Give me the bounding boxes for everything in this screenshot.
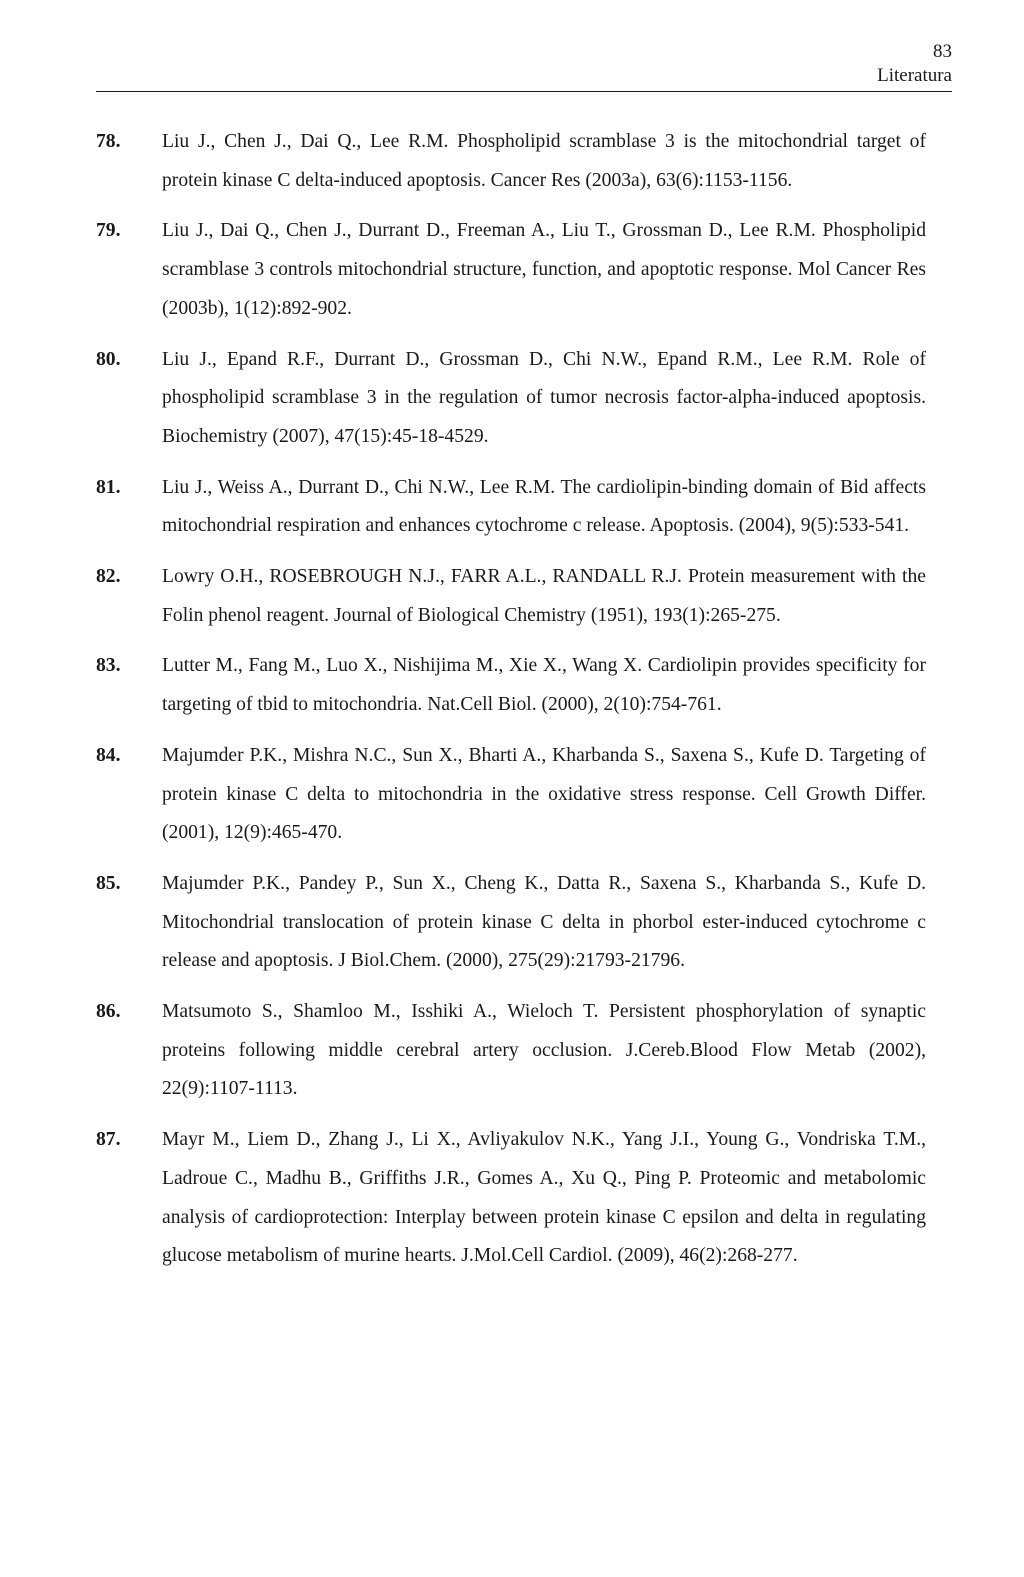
reference-text: Mayr M., Liem D., Zhang J., Li X., Avliyakulov N.K., Yang J.I., Young G., Vondriska T.M., Ladroue C., Madhu B., Griffiths J.R., Gomes A., Xu Q., Ping P. Proteomic and metabolomic analysis of cardioprotection: Interplay between protein kinase C epsilon and delta in regulating glucose metabolism of murine hearts. J.Mol.Cell Cardiol. (2009), 46(2):268-277. — [162, 1129, 926, 1267]
reference-item-78 — [96, 123, 926, 200]
reference-number: 86. — [96, 1001, 121, 1023]
reference-text: Liu J., Weiss A., Durrant D., Chi N.W., Lee R.M. The cardiolipin-binding domain of Bid affects mitochondrial respiration and enhances cytochrome c release. Apoptosis. (2004), 9(5):533-541. — [162, 476, 926, 537]
reference-item-84 — [96, 737, 926, 853]
header-rule — [96, 91, 952, 92]
section-title: Literatura — [877, 65, 952, 86]
reference-item-80 — [96, 341, 926, 457]
reference-text: Matsumoto S., Shamloo M., Isshiki A., Wieloch T. Persistent phosphorylation of synaptic proteins following middle cerebral artery occlusion. J.Cereb.Blood Flow Metab (2002), 22(9):1107-1113. — [162, 1001, 926, 1100]
reference-item-79 — [96, 212, 926, 328]
reference-item-85 — [96, 865, 926, 981]
reference-number: 80. — [96, 348, 121, 370]
reference-number: 78. — [96, 131, 121, 152]
reference-number: 85. — [96, 872, 121, 894]
reference-item-87 — [96, 1121, 926, 1276]
reference-item-81 — [96, 469, 926, 546]
reference-text: Lutter M., Fang M., Luo X., Nishijima M., Xie X., Wang X. Cardiolipin provides specificity for targeting of tbid to mitochondria. Nat.Cell Biol. (2000), 2(10):754-761. — [162, 655, 926, 716]
reference-number: 87. — [96, 1129, 121, 1151]
reference-text: Majumder P.K., Pandey P., Sun X., Cheng K., Datta R., Saxena S., Kharbanda S., Kufe D. Mitochondrial translocation of protein kinase C delta in phorbol ester-induced cytochrome c release and apoptosis. J Biol.Chem. (2000), 275(29):21793-21796. — [162, 872, 926, 972]
page-number: 83 — [933, 41, 952, 62]
reference-text: Liu J., Chen J., Dai Q., Lee R.M. Phospholipid scramblase 3 is the mitochondrial target of protein kinase C delta-induced apoptosis. Cancer Res (2003a), 63(6):1153-1156. — [162, 131, 926, 191]
reference-text: Lowry O.H., ROSEBROUGH N.J., FARR A.L., RANDALL R.J. Protein measurement with the Folin phenol reagent. Journal of Biological Chemistry (1951), 193(1):265-275. — [162, 566, 926, 626]
reference-item-82 — [96, 558, 926, 635]
reference-text: Majumder P.K., Mishra N.C., Sun X., Bharti A., Kharbanda S., Saxena S., Kufe D. Targeting of protein kinase C delta to mitochondria in the oxidative stress response. Cell Growth Differ. (2001), 12(9):465-470. — [162, 744, 926, 844]
page-header — [877, 40, 952, 88]
reference-item-86 — [96, 993, 926, 1109]
reference-number: 82. — [96, 566, 121, 588]
reference-number: 81. — [96, 476, 121, 498]
reference-text: Liu J., Dai Q., Chen J., Durrant D., Freeman A., Liu T., Grossman D., Lee R.M. Phospholipid scramblase 3 controls mitochondrial structure, function, and apoptotic response. Mol Cancer Res (2003b), 1(12):892-902. — [162, 220, 926, 319]
reference-item-83 — [96, 647, 926, 724]
reference-list — [96, 123, 926, 1288]
reference-number: 79. — [96, 220, 121, 242]
reference-text: Liu J., Epand R.F., Durrant D., Grossman D., Chi N.W., Epand R.M., Lee R.M. Role of phospholipid scramblase 3 in the regulation of tumor necrosis factor-alpha-induced apoptosis. Biochemistry (2007), 47(15):45-18-4529. — [162, 348, 926, 447]
reference-number: 84. — [96, 744, 121, 766]
reference-number: 83. — [96, 655, 121, 677]
